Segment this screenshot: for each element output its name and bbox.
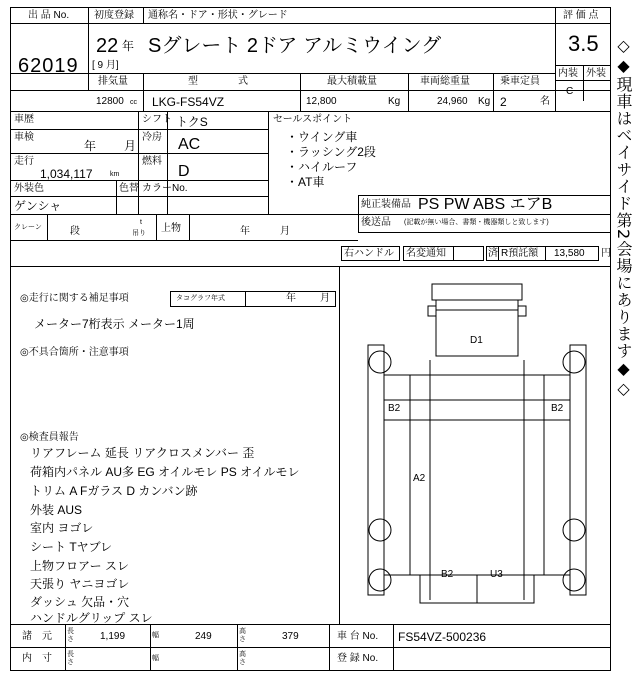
cc-unit: cc <box>130 99 137 106</box>
dims-label: 諸 元 <box>22 631 52 642</box>
upper-month-label: 月 <box>280 226 290 237</box>
ac: AC <box>178 136 201 153</box>
interior-dims-label: 内 寸 <box>22 653 52 664</box>
shift-label: シフト <box>142 114 172 125</box>
lot-no: 62019 <box>18 55 79 77</box>
color: ゲンシャ <box>14 199 62 213</box>
mileage-note-label: ◎走行に関する補足事項 <box>20 293 129 304</box>
upper-year-label: 年 <box>240 226 250 237</box>
sales-point-item: ・ウイング車 <box>286 130 358 144</box>
history-label: 車歴 <box>14 114 34 125</box>
damage-mark: U3 <box>490 569 503 580</box>
inspector-label: ◎検査員報告 <box>20 432 79 443</box>
venue-banner: ◇◆現車はベイサイド第2会場にあります◆◇ <box>614 36 633 400</box>
width-value: 249 <box>195 631 212 642</box>
score: 3.5 <box>568 31 599 56</box>
model: LKG-FS54VZ <box>152 95 225 109</box>
stage-label: 段 <box>70 226 80 237</box>
inspector-line: 室内 ヨゴレ <box>30 521 94 535</box>
in-length-label: 長さ <box>67 651 74 666</box>
recycle-amount: 13,580 <box>554 248 585 259</box>
interior-grade: C <box>566 86 574 97</box>
capacity: 2 <box>500 95 507 109</box>
interior-label: 内装 <box>558 68 578 79</box>
rear-note: (記載が無い場合、書類・機器類しと致します) <box>404 219 549 226</box>
year-era: 22 <box>96 35 119 57</box>
inspector-line: ダッシュ 欠品・穴 <box>30 595 130 609</box>
fuel-label: 燃料 <box>142 156 162 167</box>
first-reg-label: 初度登録 <box>94 10 134 21</box>
capacity-unit: 名 <box>540 96 550 107</box>
hoist-label: 吊り <box>132 230 146 237</box>
chassis-value: FS54VZ-500236 <box>398 630 487 644</box>
chassis-label: 車 台 No. <box>337 631 379 642</box>
inspector-line: 天張り ヤニヨゴレ <box>30 577 130 591</box>
displacement: 12800 <box>96 96 124 107</box>
sales-point-item: ・AT車 <box>286 175 325 189</box>
mileage: 1,034,117 <box>40 167 93 181</box>
fuel: D <box>178 163 190 180</box>
recycle-label: R預託額 <box>501 248 539 259</box>
right-hand-flag: 右ハンドル <box>344 248 394 259</box>
car-name: Sグレート 2ドア アルミウイング <box>148 35 442 57</box>
max-load: 12,800 <box>306 96 337 107</box>
sales-point-item: ・ラッシング2段 <box>286 145 376 159</box>
inspector-line: トリム A Fガラス D カンバン跡 <box>30 484 198 498</box>
year-unit: 年 <box>122 39 135 53</box>
in-height-label: 高さ <box>239 651 246 666</box>
inspector-line: 荷箱内パネル AU多 EG オイルモレ PS オイルモレ <box>30 465 300 479</box>
shaken-year: 年 <box>84 139 97 153</box>
equipment-value: PS PW ABS エアB <box>418 196 553 213</box>
tacho-month: 月 <box>320 293 330 304</box>
yen-unit: 円 <box>601 248 611 259</box>
t-label: t <box>140 219 142 226</box>
recycle-status: 済 <box>488 248 498 259</box>
score-label: 評 価 点 <box>563 10 599 21</box>
crane-label: クレーン <box>14 224 42 231</box>
inspector-line: 外装 AUS <box>30 503 83 517</box>
rear-label: 後送品 <box>361 217 391 228</box>
name-change-flag: 名変通知 <box>406 248 446 259</box>
height-value: 379 <box>282 631 299 642</box>
ac-label: 冷房 <box>142 132 162 143</box>
upper-label: 上物 <box>161 223 181 234</box>
color-no2-label: カラーNo. <box>142 183 188 194</box>
kg-unit1: Kg <box>388 96 401 107</box>
height-label: 高さ <box>239 628 246 643</box>
color-no-label: 色替 <box>119 183 139 194</box>
damage-mark: D1 <box>470 335 483 346</box>
shift: トクS <box>176 115 208 129</box>
gross-weight: 24,960 <box>437 96 468 107</box>
lot-no-label: 出 品 No. <box>28 10 70 21</box>
damage-mark: B2 <box>441 569 454 580</box>
tachograph-label: タコグラフ年式 <box>176 295 225 302</box>
capacity-label: 乗車定員 <box>500 76 540 87</box>
inspector-line: シート Tヤブレ <box>30 540 113 554</box>
displacement-label: 排気量 <box>98 76 128 87</box>
width-label: 幅 <box>152 632 159 639</box>
in-width-label: 幅 <box>152 655 159 662</box>
sales-point-item: ・ハイルーフ <box>286 160 358 174</box>
damage-mark: B2 <box>388 403 401 414</box>
model-label: 型 式 <box>188 76 248 87</box>
color-label: 外装色 <box>14 183 44 194</box>
length-label: 長さ <box>67 628 74 643</box>
inspector-line: リアフレーム 延長 リアクロスメンバー 歪 <box>30 446 255 460</box>
month-value: [ 9 月] <box>92 60 119 71</box>
defects-label: ◎不具合箇所・注意事項 <box>20 347 129 358</box>
mileage-note: メーター7桁表示 メーター1周 <box>34 317 195 331</box>
kg-unit2: Kg <box>478 96 491 107</box>
shaken-month: 月 <box>124 139 137 153</box>
tacho-year: 年 <box>286 293 296 304</box>
equipment-label: 純正装備品 <box>361 199 411 210</box>
inspector-line: 上物フロアー スレ <box>30 559 129 573</box>
gross-weight-label: 車両総重量 <box>420 76 470 87</box>
car-name-label: 通称名・ドア・形状・グレード <box>148 10 288 21</box>
damage-mark: B2 <box>551 403 564 414</box>
mileage-label: 走行 <box>14 156 34 167</box>
length-value: 1,199 <box>100 631 126 642</box>
max-load-label: 最大積載量 <box>327 76 377 87</box>
exterior-label: 外装 <box>586 68 606 79</box>
reg-label: 登 録 No. <box>337 653 379 664</box>
damage-mark: A2 <box>413 473 426 484</box>
shaken-label: 車検 <box>14 132 34 143</box>
sales-points-label: セールスポイント <box>273 114 353 125</box>
km-unit: km <box>110 171 120 178</box>
inspector-line: ハンドルグリップ スレ <box>30 611 153 625</box>
